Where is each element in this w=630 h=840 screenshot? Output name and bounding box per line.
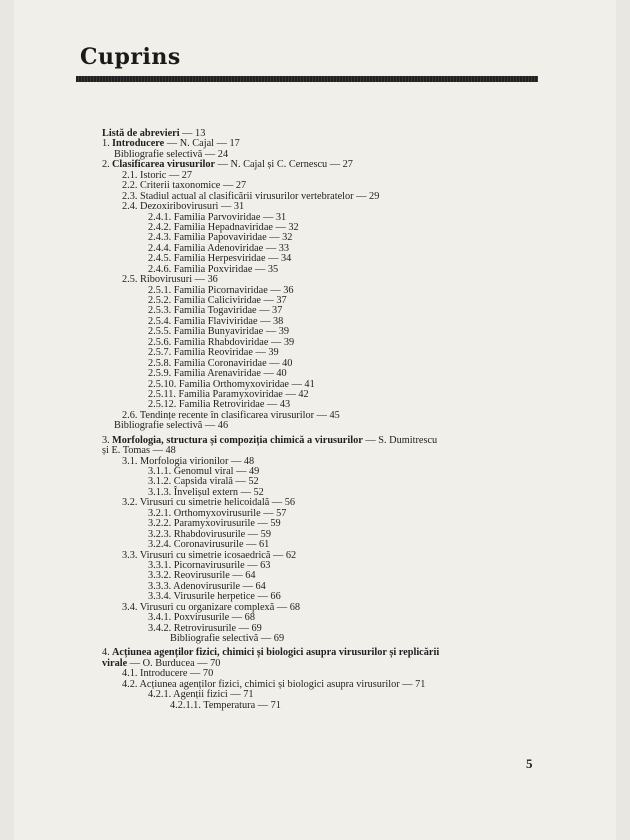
toc-entry-title: 2.5.1. Familia Picornaviridae — 36	[148, 284, 294, 296]
toc-entry-title: 2.3. Stadiul actual al clasificării virusurilor vertebratelor — 29	[122, 190, 380, 202]
toc-entry-title: și E. Tomas — 48	[102, 445, 176, 457]
toc-entry	[102, 634, 542, 644]
toc-entry-title: 3.1.1. Genomul viral — 49	[148, 466, 260, 477]
toc-entry-title: Morfologia, structura și compoziția chimică a virusurilor	[112, 434, 363, 446]
toc-entry-title: Listă de abrevieri	[102, 128, 180, 139]
toc-entry-detail: — S. Dumitrescu	[362, 434, 438, 446]
book-page	[14, 0, 616, 840]
toc-entry-title: 2.5.5. Familia Bunyaviridae — 39	[148, 326, 289, 338]
toc-entry-number: 4.	[102, 647, 110, 659]
toc-entry-title: 2.5.7. Familia Reoviridae — 39	[148, 347, 279, 359]
toc-entry-title: virale	[102, 657, 128, 669]
toc-entry-title: Bibliografie selectivă — 24	[114, 148, 229, 160]
toc-entry-title: 2.4. Dezoxiribovirusuri — 31	[122, 201, 245, 213]
toc-entry-title: 2.5.6. Familia Rhabdoviridae — 39	[148, 336, 295, 348]
toc-entry-title: 3.4.2. Retrovirusurile — 69	[148, 622, 262, 634]
toc-entry-title: Clasificarea virusurilor	[112, 159, 216, 171]
toc-entry-title: 2.4.2. Familia Hepadnaviridae — 32	[148, 221, 299, 233]
toc-entry-title: 3.2.2. Paramyxovirusurile — 59	[148, 518, 281, 530]
toc-entry-detail: — N. Cajal și C. Cernescu — 27	[215, 159, 353, 171]
toc-entry-number: 2.	[102, 159, 110, 171]
toc-entry-title: 2.5.2. Familia Caliciviridae — 37	[148, 295, 287, 306]
toc-entry-title: Introducere	[112, 138, 165, 150]
toc-entry	[102, 421, 542, 431]
toc-entry-title: 3.3.1. Picornavirusurile — 63	[148, 559, 271, 571]
toc-entry-title: 4.1. Introducere — 70	[122, 668, 214, 680]
toc-entry-title: 2.5.10. Familia Orthomyxoviridae — 41	[148, 378, 315, 390]
toc-entry-title: 3.2.1. Orthomyxovirusurile — 57	[148, 507, 287, 519]
toc-entry-title: 2.4.1. Familia Parvoviridae — 31	[148, 211, 287, 223]
toc-entry-title: 2.6. Tendințe recente în clasificarea virusurilor — 45	[122, 409, 340, 421]
toc-entry-title: 3.3.4. Virusurile herpetice — 66	[148, 591, 281, 603]
toc-entry-title: 2.4.3. Familia Papovaviridae — 32	[148, 232, 293, 244]
toc-entry-title: 2.4.6. Familia Poxviridae — 35	[148, 263, 279, 275]
toc-entry-title: 3.3. Virusuri cu simetrie icosaedrică — 62	[122, 549, 297, 561]
toc-entry-title: 3.4. Virusuri cu organizare complexă — 68	[122, 601, 301, 613]
toc-entry-title: 3.1.2. Capsida virală — 52	[148, 476, 259, 488]
toc-entry-title: 2.4.5. Familia Herpesviridae — 34	[148, 253, 292, 265]
toc-entry-detail: — 13	[179, 128, 206, 139]
toc-entry-title: 2.5.4. Familia Flaviviridae — 38	[148, 315, 284, 327]
toc-entry	[102, 624, 542, 634]
toc-entry-title: 3.3.2. Reovirusurile — 64	[148, 570, 256, 582]
toc-entry-title: 2.1. Istoric — 27	[122, 169, 193, 181]
toc-entry-number: 1.	[102, 138, 110, 150]
toc-entry-title: 2.5. Ribovirusuri — 36	[122, 274, 218, 286]
toc-entry-title: 2.5.8. Familia Coronaviridae — 40	[148, 357, 293, 369]
toc-entry-number: 3.	[102, 434, 110, 446]
toc-entry-title: 4.2.1.1. Temperatura — 71	[170, 699, 281, 711]
toc-entry-title: 3.1.3. Învelișul extern — 52	[148, 486, 264, 498]
toc-entry-detail: — N. Cajal — 17	[164, 138, 240, 150]
toc-entry	[102, 701, 542, 711]
title-rule	[76, 76, 538, 82]
toc-entry-title: 2.5.12. Familia Retroviridae — 43	[148, 399, 291, 411]
toc-entry-title: 3.1. Morfologia virionilor — 48	[122, 455, 255, 467]
toc-entry-title: Bibliografie selectivă — 69	[170, 633, 285, 644]
toc-entry-title: 3.2. Virusuri cu simetrie helicoidală — 56	[122, 497, 296, 509]
toc-entry-detail: — O. Burducea — 70	[127, 657, 221, 669]
toc-entry-title: 2.4.4. Familia Adenoviridae — 33	[148, 242, 289, 254]
toc-entry-title: Acțiunea agenților fizici, chimici și biologici asupra virusurilor și replicării	[112, 647, 440, 659]
toc-entry-title: 3.2.3. Rhabdovirusurile — 59	[148, 528, 271, 540]
table-of-contents	[102, 129, 542, 711]
toc-entry-title: 3.2.4. Coronavirusurile — 61	[148, 539, 270, 551]
toc-entry-title: 3.4.1. Poxvirusurile — 68	[148, 612, 255, 624]
toc-entry-title: 2.5.3. Familia Togaviridae — 37	[148, 305, 283, 317]
toc-entry-title: 3.3.3. Adenovirusurile — 64	[148, 580, 266, 592]
toc-entry-title: 2.5.9. Familia Arenaviridae — 40	[148, 368, 287, 380]
page-number: 5	[526, 756, 533, 771]
toc-entry-title: 2.5.11. Familia Paramyxoviridae — 42	[148, 388, 309, 400]
toc-entry-title: 4.2.1. Agenții fizici — 71	[148, 689, 254, 701]
toc-entry-title: 2.2. Criterii taxonomice — 27	[122, 180, 247, 192]
page-title: Cuprins	[80, 44, 181, 70]
toc-entry	[102, 690, 542, 700]
toc-entry-title: Bibliografie selectivă — 46	[114, 420, 229, 432]
toc-entry-title: 4.2. Acțiunea agenților fizici, chimici și biologici asupra virusurilor — 71	[122, 678, 426, 690]
